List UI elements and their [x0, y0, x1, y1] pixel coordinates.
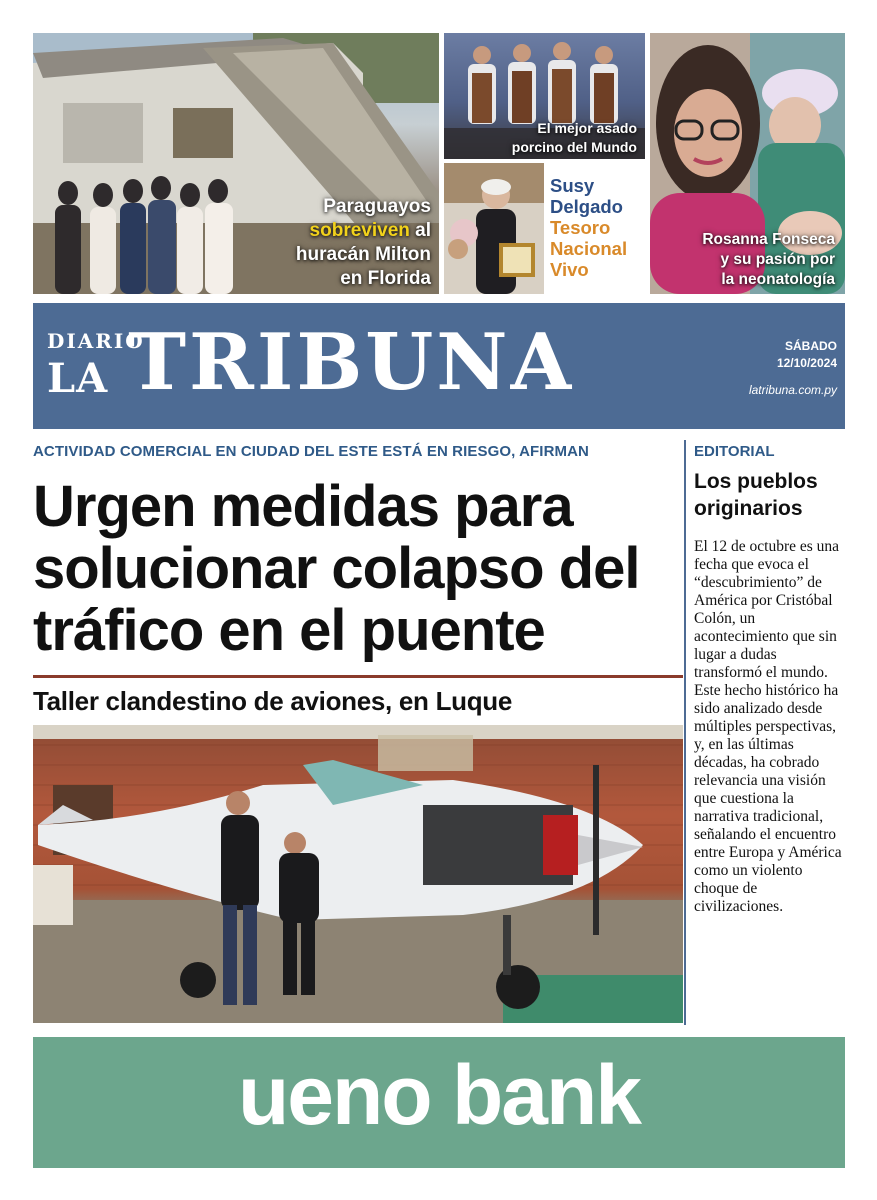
teaser-huracan[interactable]: [33, 33, 439, 294]
susy-desc-line2: Nacional: [550, 238, 628, 259]
teaser-rosanna-fonseca[interactable]: [650, 33, 845, 294]
editorial-title[interactable]: Los pueblos originarios: [694, 470, 818, 520]
ueno-bank-ad[interactable]: [33, 1037, 845, 1168]
headline-divider: [33, 675, 683, 678]
huracan-caption-line2-rest: al: [409, 220, 431, 241]
huracan-caption-line3: huracán Milton: [295, 244, 431, 265]
huracan-caption-line1: Paraguayos: [323, 196, 431, 217]
editorial-label: EDITORIAL: [694, 443, 775, 460]
rosanna-caption-line2: y su pasión por: [720, 251, 835, 268]
editorial-divider: [684, 440, 686, 1025]
masthead-logo-tribuna: TRIBUNA: [128, 317, 575, 408]
masthead: [33, 303, 845, 429]
masthead-day: SÁBADO: [784, 339, 837, 353]
asado-caption-line1: El mejor asado: [537, 120, 637, 136]
susy-delgado-photo: [444, 163, 544, 294]
masthead-date: 12/10/2024: [776, 356, 837, 370]
masthead-la: LA: [47, 355, 109, 402]
susy-name-line2: Delgado: [550, 196, 623, 217]
main-headline[interactable]: Urgen medidas para solucionar colapso del tráfico en el puente: [33, 474, 640, 663]
susy-name-line1: Susy: [550, 175, 595, 196]
huracan-caption-line2: [296, 219, 431, 243]
main-story-kicker: ACTIVIDAD COMERCIAL EN CIUDAD DEL ESTE ESTÁ EN RIESGO, AFIRMAN: [33, 443, 589, 460]
ueno-bank-logo: ueno bank: [237, 1048, 641, 1142]
secondary-headline[interactable]: Taller clandestino de aviones, en Luque: [33, 686, 513, 716]
susy-desc-line1: Tesoro: [550, 217, 611, 238]
asado-caption-line2: porcino del Mundo: [511, 139, 637, 155]
rosanna-caption-line3: la neonatología: [721, 271, 835, 288]
masthead-diario: DIARIO: [47, 329, 145, 353]
teaser-susy-delgado[interactable]: [444, 163, 645, 294]
masthead-url[interactable]: latribuna.com.py: [748, 383, 837, 397]
huracan-caption-highlight: sobreviven: [309, 220, 410, 241]
plane-workshop-photo[interactable]: [33, 725, 683, 1023]
susy-desc-line3: Vivo: [550, 259, 589, 280]
editorial-body: El 12 de octubre es una fecha que evoca el “descubrimiento” de América por Cristóbal Colón, un acontecimiento que sin lugar a dudas transformó el mundo. Este hecho histórico ha sido analizado desde múltiples perspectivas, y, en las últimas décadas, ha cobrado relevancia una visión que cuestiona la narrativa tradicional, señalando el encuentro entre Europa y América como un violento choque de civilizaciones.: [694, 538, 842, 915]
plane-illustration: [33, 725, 683, 1023]
huracan-caption-line4: en Florida: [340, 268, 431, 289]
rosanna-caption-line1: Rosanna Fonseca: [702, 231, 835, 248]
teaser-asado[interactable]: [444, 33, 645, 159]
